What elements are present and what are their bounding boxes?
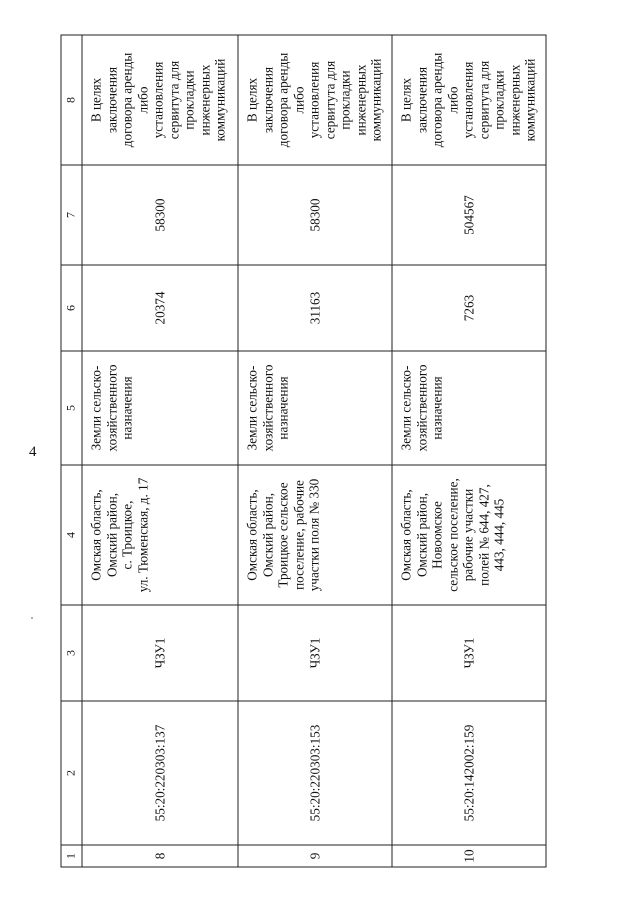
column-number: 6 [61, 265, 82, 351]
land-category-cell: Земли сельско- хозяйственного назначения [392, 351, 546, 465]
cadastral-number: 55:20:220303:137 [82, 701, 238, 845]
area-cell: 7263 [392, 265, 546, 351]
value-cell: 58300 [82, 165, 238, 265]
cadastral-number: 55:20:142002:159 [392, 701, 546, 845]
table-row [392, 35, 546, 867]
address-cell: Омская область, Омский район, Новоомское сельское поселение, рабочие участки полей № 644, 427, 443, 444, 445 [392, 465, 546, 605]
land-category-cell: Земли сельско- хозяйственного назначения [238, 351, 392, 465]
address-cell: Омская область, Омский район, с. Троицкое, ул. Тюменская, д. 17 [82, 465, 238, 605]
column-number: 3 [61, 605, 82, 701]
cadastral-number: 55:20:220303:153 [238, 701, 392, 845]
zone-code: ЧЗУ1 [238, 605, 392, 701]
column-number-row [61, 35, 82, 867]
row-number: 8 [82, 845, 238, 867]
column-number: 8 [61, 35, 82, 165]
value-cell: 58300 [238, 165, 392, 265]
land-plots-table [61, 35, 547, 868]
table-container [61, 34, 545, 866]
column-number: 1 [61, 845, 82, 867]
zone-code: ЧЗУ1 [82, 605, 238, 701]
purpose-cell: В целях заключения договора аренды либо установления сервитута для прокладки инженерных коммуникаций [238, 35, 392, 165]
column-number: 4 [61, 465, 82, 605]
address-cell: Омская область, Омский район, Троицкое сельское поселение, рабочие участки поля № 330 [238, 465, 392, 605]
column-number: 7 [61, 165, 82, 265]
purpose-cell: В целях заключения договора аренды либо установления сервитута для прокладки инженерных коммуникаций [392, 35, 546, 165]
table-row [238, 35, 392, 867]
column-number: 2 [61, 701, 82, 845]
area-cell: 20374 [82, 265, 238, 351]
value-cell: 504567 [392, 165, 546, 265]
row-number: 10 [392, 845, 546, 867]
page-number: 4 [29, 444, 37, 460]
area-cell: 31163 [238, 265, 392, 351]
row-number: 9 [238, 845, 392, 867]
land-category-cell: Земли сельско- хозяйственного назначения [82, 351, 238, 465]
column-number: 5 [61, 351, 82, 465]
purpose-cell: В целях заключения договора аренды либо установления сервитута для прокладки инженерных коммуникаций [82, 35, 238, 165]
table-row [82, 35, 238, 867]
scan-speck [31, 617, 33, 619]
zone-code: ЧЗУ1 [392, 605, 546, 701]
